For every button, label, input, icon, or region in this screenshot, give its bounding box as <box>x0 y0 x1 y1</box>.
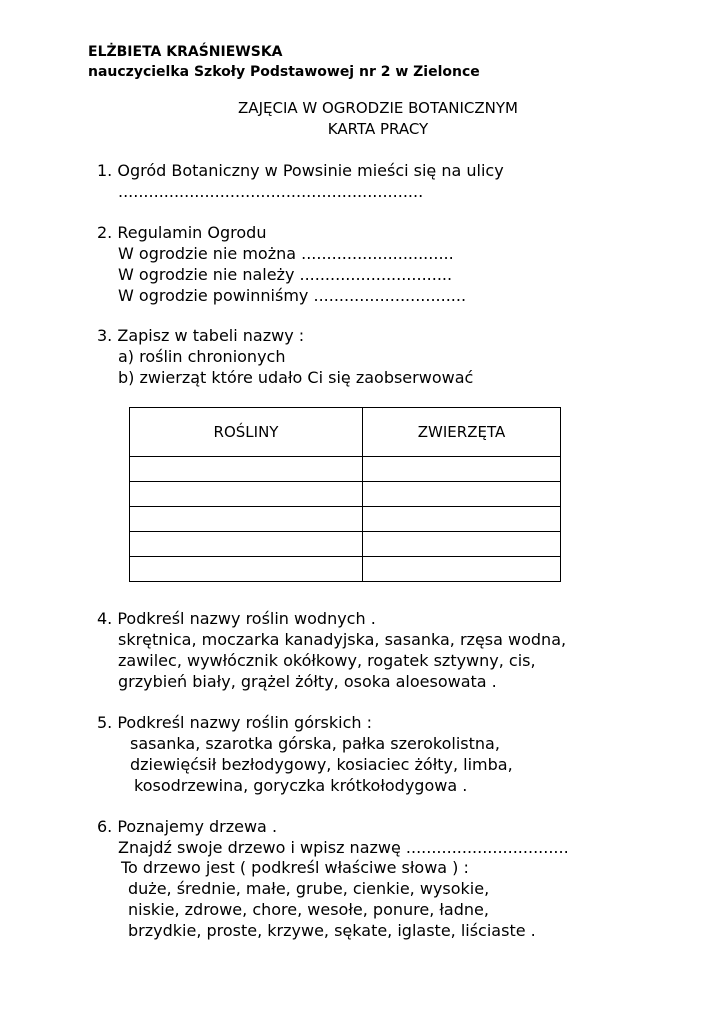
question-3-item-b: b) zwierząt które udało Ci się zaobserwować <box>118 368 474 387</box>
question-3: 3. Zapisz w tabeli nazwy : <box>97 326 305 345</box>
question-5-line: kosodrzewina, goryczka krótkołodygowa . <box>134 776 468 795</box>
question-6-line: Znajdź swoje drzewo i wpisz nazwę ................................ <box>118 838 569 857</box>
table-cell-plant[interactable] <box>130 557 363 582</box>
question-1: 1. Ogród Botaniczny w Powsinie mieści się na ulicy <box>97 161 504 180</box>
question-6-line: brzydkie, proste, krzywe, sękate, iglaste, liściaste . <box>128 921 536 940</box>
question-2-line: W ogrodzie nie można .............................. <box>118 244 454 263</box>
question-2: 2. Regulamin Ogrodu <box>97 223 267 242</box>
column-header-plants: ROŚLINY <box>130 408 363 457</box>
question-4-line: grzybień biały, grążel żółty, osoka aloesowata . <box>118 672 497 691</box>
column-header-animals: ZWIERZĘTA <box>363 408 561 457</box>
author-name: ELŻBIETA KRAŚNIEWSKA <box>88 44 283 60</box>
table-cell-plant[interactable] <box>130 532 363 557</box>
table-row <box>130 482 561 507</box>
table-cell-plant[interactable] <box>130 457 363 482</box>
answer-table-header-row <box>130 408 561 457</box>
table-row <box>130 507 561 532</box>
table-cell-animal[interactable] <box>363 557 561 582</box>
table-row <box>130 532 561 557</box>
table-cell-animal[interactable] <box>363 507 561 532</box>
question-5-line: sasanka, szarotka górska, pałka szerokolistna, <box>130 734 500 753</box>
question-5: 5. Podkreśl nazwy roślin górskich : <box>97 713 373 732</box>
table-cell-animal[interactable] <box>363 457 561 482</box>
question-2-line: W ogrodzie nie należy .............................. <box>118 265 453 284</box>
question-4-line: zawilec, wywłócznik okółkowy, rogatek sztywny, cis, <box>118 651 536 670</box>
question-6-line: duże, średnie, małe, grube, cienkie, wysokie, <box>128 879 490 898</box>
question-5-line: dziewięćsił bezłodygowy, kosiaciec żółty, limba, <box>130 755 513 774</box>
table-cell-animal[interactable] <box>363 482 561 507</box>
question-6-line: To drzewo jest ( podkreśl właściwe słowa ) : <box>121 858 469 877</box>
question-3-item-a: a) roślin chronionych <box>118 347 286 366</box>
table-cell-animal[interactable] <box>363 532 561 557</box>
author-role: nauczycielka Szkoły Podstawowej nr 2 w Zielonce <box>88 64 480 80</box>
table-cell-plant[interactable] <box>130 482 363 507</box>
question-1-blank: ............................................................ <box>118 182 424 201</box>
table-row <box>130 457 561 482</box>
question-4-line: skrętnica, moczarka kanadyjska, sasanka, rzęsa wodna, <box>118 630 567 649</box>
answer-table <box>129 407 561 582</box>
table-cell-plant[interactable] <box>130 507 363 532</box>
question-6-line: niskie, zdrowe, chore, wesołe, ponure, ładne, <box>128 900 489 919</box>
table-row <box>130 557 561 582</box>
question-6: 6. Poznajemy drzewa . <box>97 817 278 836</box>
question-4: 4. Podkreśl nazwy roślin wodnych . <box>97 609 376 628</box>
author-block <box>88 42 480 82</box>
question-2-line: W ogrodzie powinniśmy .............................. <box>118 286 467 305</box>
worksheet-title: ZAJĘCIA W OGRODZIE BOTANICZNYM <box>238 99 518 117</box>
worksheet-subtitle: KARTA PRACY <box>327 120 429 138</box>
